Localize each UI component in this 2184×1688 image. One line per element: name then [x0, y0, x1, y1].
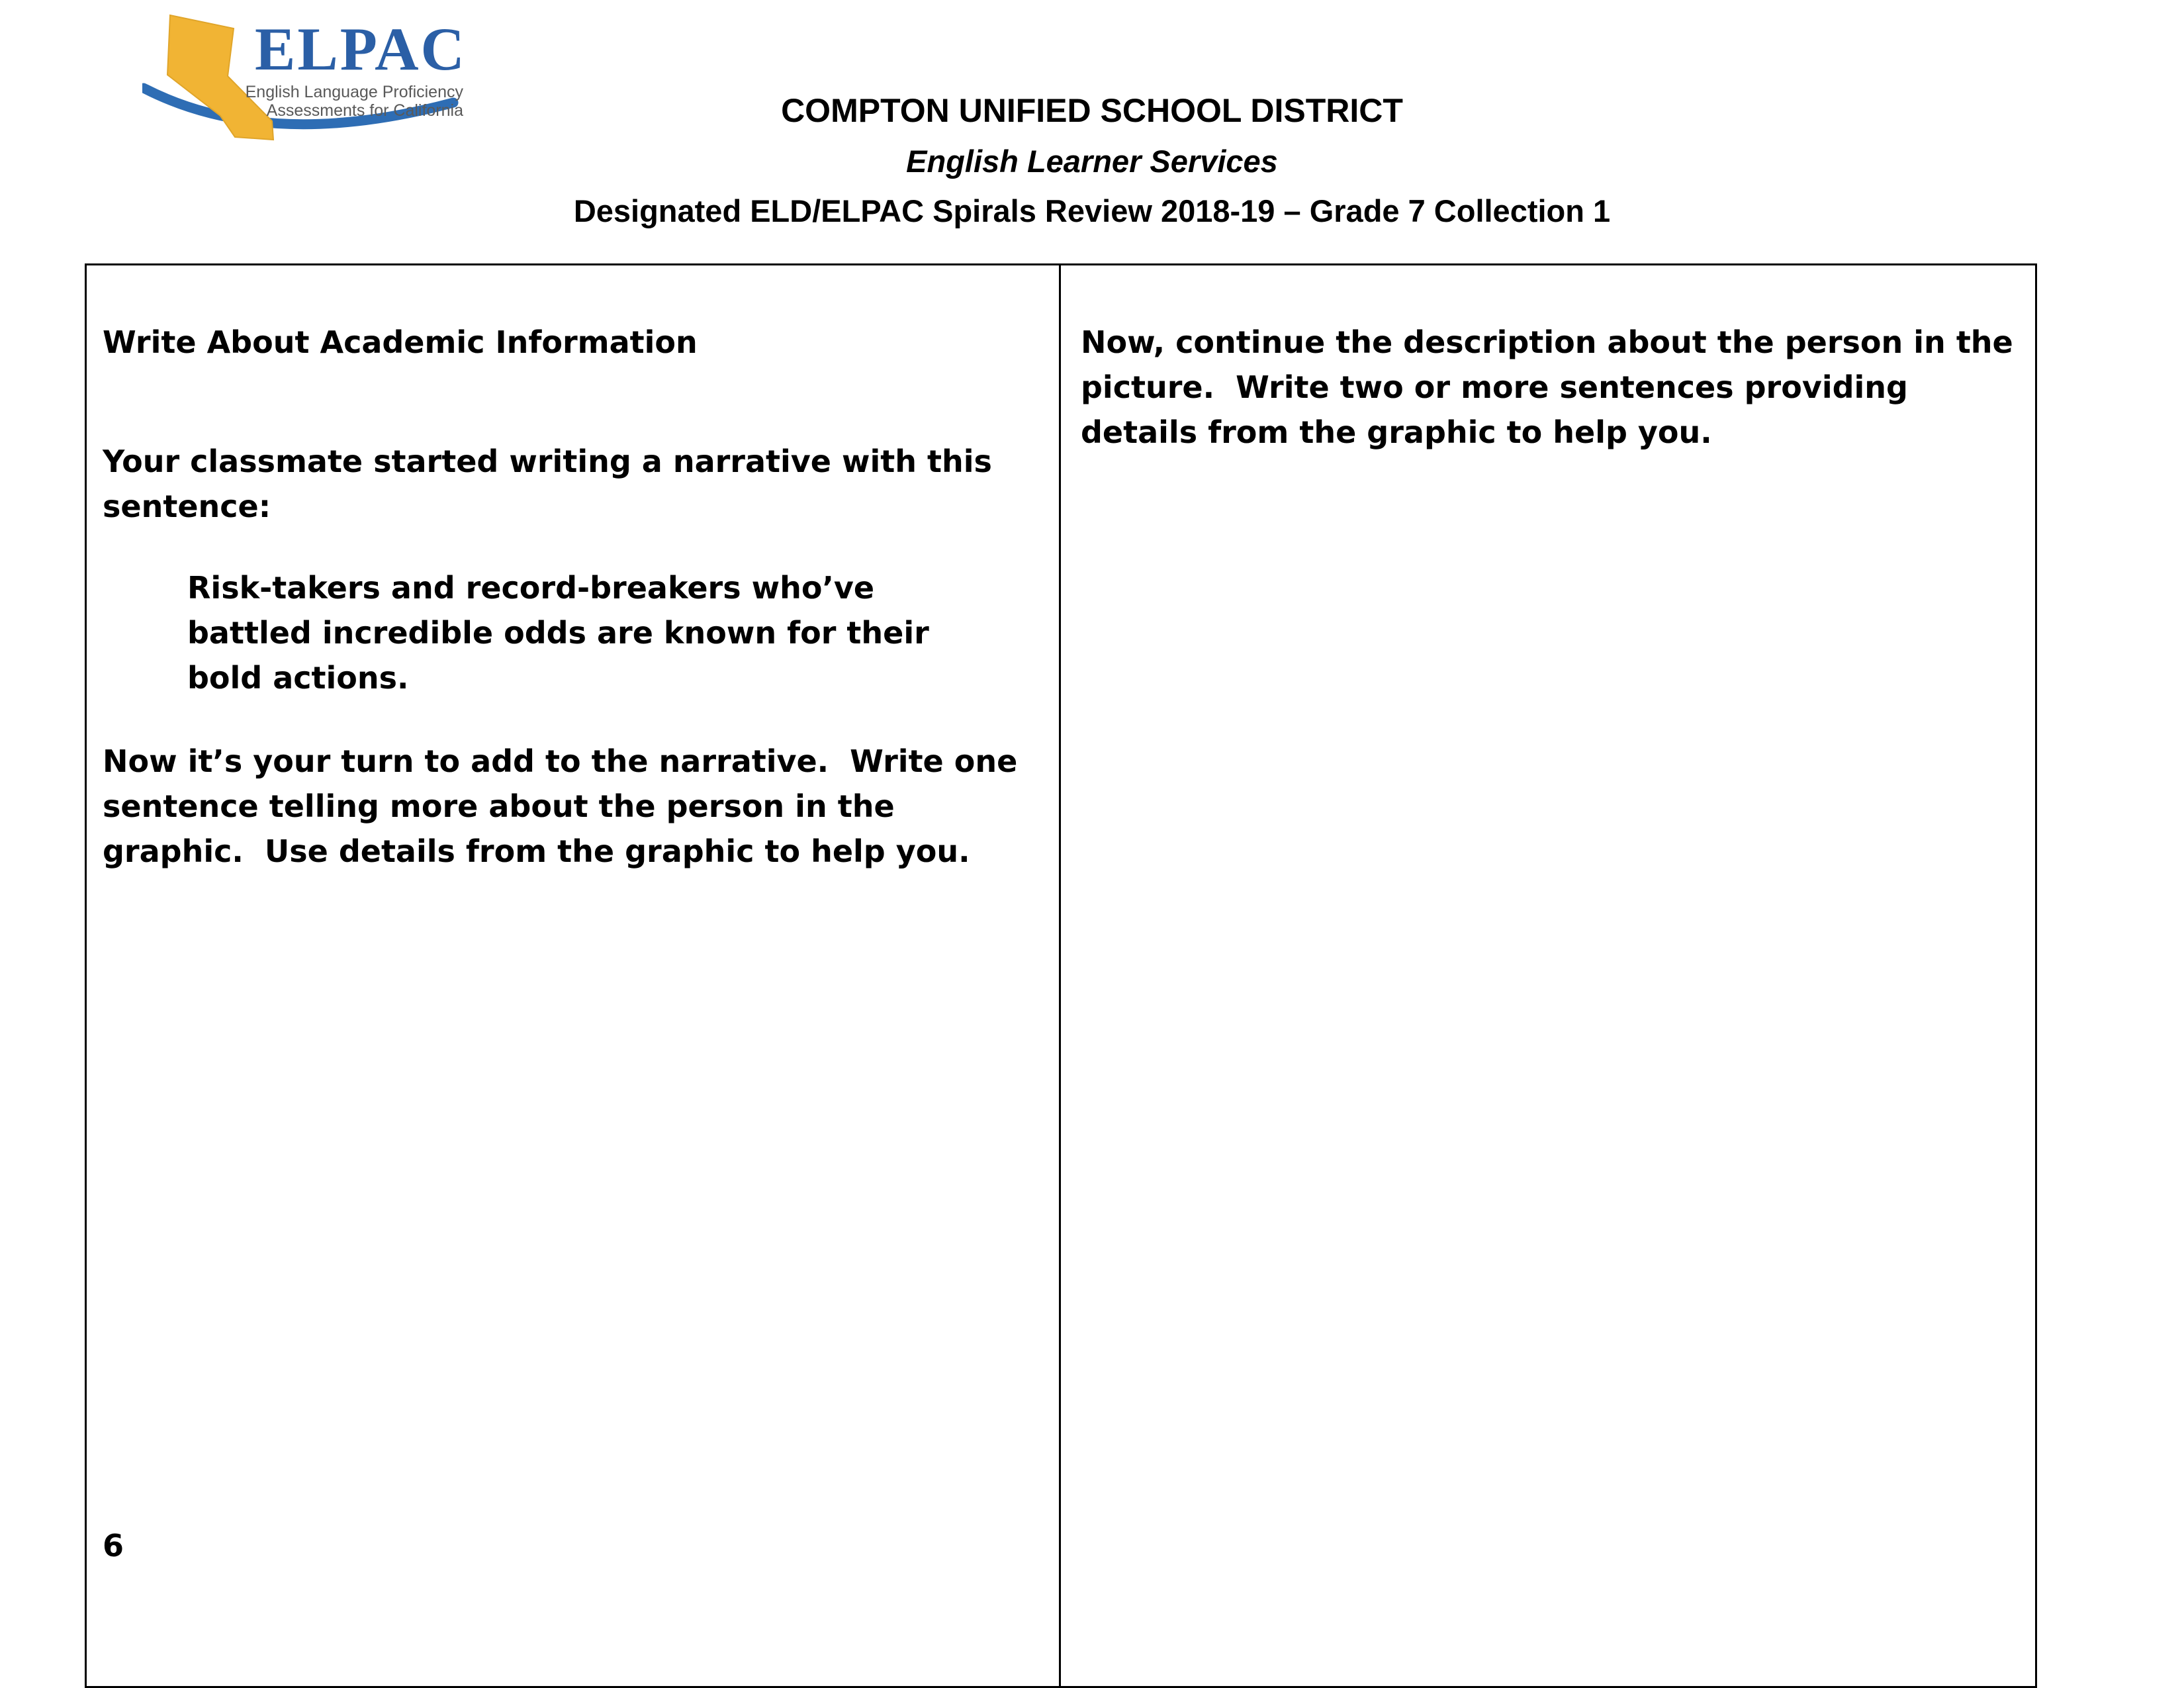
- stimulus-sentence: Risk-takers and record-breakers who’ve battled incredible odds are known for their bold actions.: [187, 570, 940, 696]
- task-intro: Your classmate started writing a narrative with this sentence:: [103, 444, 1003, 524]
- worksheet-table: [85, 263, 2037, 1688]
- logo-tagline-line1: English Language Proficiency: [245, 83, 463, 101]
- district-name: COMPTON UNIFIED SCHOOL DISTRICT: [781, 92, 1403, 129]
- logo-wordmark: ELPAC: [255, 15, 467, 83]
- left-column-cell: [87, 265, 1061, 1686]
- right-writing-prompt: Now, continue the description about the person in the picture. Write two or more sentences providing details from the graphic to help you.: [1081, 324, 2024, 450]
- right-column-cell: [1061, 265, 2035, 1686]
- task-heading: Write About Academic Information: [103, 324, 698, 360]
- document-title: Designated ELD/ELPAC Spirals Review 2018-19 – Grade 7 Collection 1: [573, 193, 1611, 228]
- left-writing-prompt: Now it’s your turn to add to the narrative. Write one sentence telling more about the person in the graphic. Use details from the graphic to help you.: [103, 743, 1028, 869]
- page-number: 6: [103, 1528, 124, 1564]
- document-header: [0, 91, 2184, 230]
- logo-tagline-line2: Assessments for California: [266, 101, 463, 120]
- program-name: English Learner Services: [906, 144, 1278, 179]
